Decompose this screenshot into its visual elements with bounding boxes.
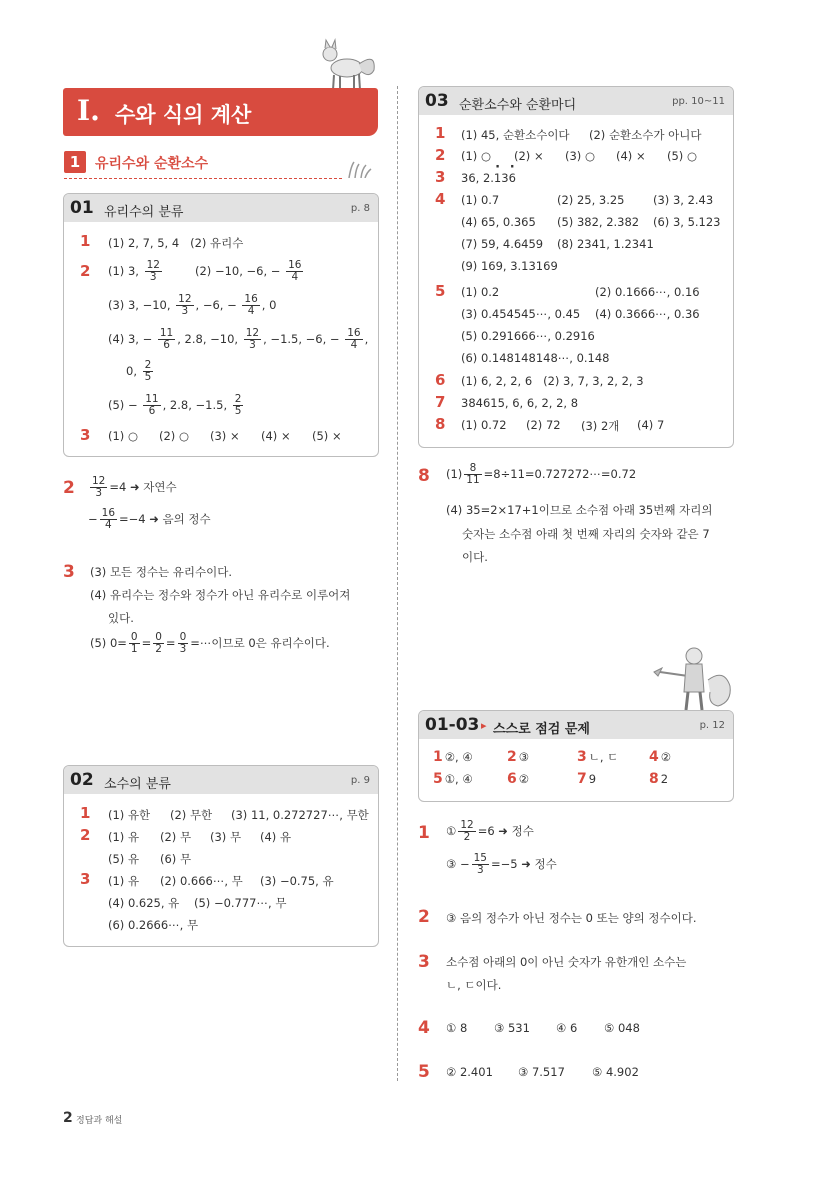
answer: (3) 무 [210,830,242,844]
text: =−5 ➜ 정수 [490,857,557,871]
check-solution-3-line-2: ㄴ, ㄷ이다. [446,978,502,992]
answer: 384615, 6, 6, 2, 2, 8 [461,396,579,410]
numerator: 12 [245,327,260,339]
q3-item: (3) × [210,429,240,443]
q2-number: 2 [80,262,91,280]
denominator: 3 [149,271,157,283]
q1-answer: (1) 2, 7, 5, 4 (2) 유리수 [108,236,244,250]
fraction [178,632,189,655]
answer: (1) 6, 2, 2, 6 (2) 3, 7, 3, 2, 2, 3 [461,374,644,388]
box-03-title: 순환소수와 순환마디 [459,98,577,113]
repeat-digit: · 6 [509,171,516,185]
solution-2-minus: − [88,512,98,526]
box-02-number: 02 [70,770,94,790]
q1-number: 1 [80,232,91,250]
fox-illustration [312,38,382,94]
answer: (2) × [514,149,544,163]
answer: (7) 59, 4.6459 [461,237,544,251]
section-divider [64,178,342,179]
numerator: 11 [145,393,159,405]
denominator: 4 [247,305,255,317]
fraction [458,820,475,843]
check-solution-2-line: ③ 음의 정수가 아닌 정수는 0 또는 양의 정수이다. [446,911,697,925]
check-solution-3-line-1: 소수점 아래의 0이 아닌 숫자가 유한개인 소수는 [446,955,687,969]
q8-number: 8 [435,415,446,433]
box-01-title: 유리수의 분류 [104,205,184,220]
q2-4b-text: 0, [126,364,137,378]
solution-2-text-2: =−4 ➜ 음의 정수 [119,512,211,526]
answer: (4) 65, 0.365 [461,215,536,229]
text: ③ − [446,857,470,871]
numerator: 16 [288,259,302,271]
q2-3-post: , 0 [261,298,277,312]
answer: ⑤ 4.902 [592,1065,639,1079]
answer: (1) 45, 순환소수이다 [461,128,570,142]
q6-number: 6 [435,371,446,389]
denominator: 1 [130,643,138,655]
check-solution-1-number: 1 [418,823,430,843]
q3-item: (2) ○ [159,429,189,443]
denominator: 5 [144,371,152,383]
fraction [464,463,481,486]
box-02-page: p. 9 [350,775,370,786]
numerator: 2 [144,359,152,371]
check-item-answer: 9 [588,772,597,786]
fraction [129,632,140,655]
numerator: 11 [159,327,174,339]
q1-number: 1 [80,804,91,822]
fraction [242,294,259,317]
q3-answer [461,171,516,185]
solution-8-number: 8 [418,466,430,486]
q1-number: 1 [435,124,446,142]
q2-answer-4b [126,360,155,383]
denominator: 4 [350,339,358,351]
q2-4-post: , [364,332,369,346]
box-02 [63,765,379,947]
fraction [286,260,303,283]
check-solution-1-line-1 [446,820,534,843]
answer: (4) × [616,149,646,163]
answer: (5) ○ [667,149,697,163]
q2-3-text: (3) 3, −10, [108,298,171,312]
check-item [433,749,473,765]
answer: (1) 0.2 [461,285,500,299]
numerator: 0 [155,631,162,643]
answer: (3) 0.454545⋯, 0.45 [461,307,581,321]
denominator: 4 [104,519,112,531]
denominator: 6 [163,339,170,351]
repeat-digit: · 1 [494,171,501,185]
numerator: 0 [130,631,138,643]
numerator: 15 [473,852,487,864]
box-01-number: 01 [70,198,94,218]
answer: (6) 0.2666⋯, 무 [108,918,199,932]
denominator: 3 [179,643,187,655]
answer: (2) 무 [160,830,192,844]
chapter-roman: Ⅰ. [77,94,100,127]
arrow-icon: ▸ [481,719,487,732]
solution-3-line-4 [90,632,330,655]
check-item-number: 7 [577,771,587,787]
check-solution-2-number: 2 [418,907,430,927]
fraction [143,394,160,417]
check-item-number: 6 [507,771,517,787]
box-02-title: 소수의 분류 [104,777,171,792]
answer: ④ 6 [556,1021,578,1035]
section-title: 유리수와 순환소수 [95,156,209,172]
q3-item: (5) × [312,429,342,443]
solution-3-line-2: (4) 유리수는 정수와 정수가 아닌 유리수로 이루어져 [90,588,351,602]
answer: ⑤ 048 [604,1021,640,1035]
check-item-number: 8 [649,771,659,787]
check-item [507,749,529,765]
q2-answer-5 [108,394,245,417]
answer: (3) 11, 0.272727⋯, 무한 [231,808,369,822]
check-solution-3-number: 3 [418,952,430,972]
chapter-banner [63,88,378,136]
equals: = [165,636,176,650]
q2-answer-2 [195,260,305,283]
answer: ③ 531 [494,1021,530,1035]
check-item-number: 2 [507,749,517,765]
solution-3-line-3: 있다. [108,611,134,625]
answer: (5) 유 [108,852,140,866]
q3-number: 3 [435,168,446,186]
check-item [577,749,618,765]
text: (1) [446,467,463,481]
check-item-answer: ② [660,750,672,764]
q2-4-mid2: , −1.5, −6, − [263,332,340,346]
self-check-box [418,710,734,802]
denominator: 3 [249,339,256,351]
numerator: 12 [460,819,474,831]
q2-3-mid: , −6, − [195,298,237,312]
denominator: 3 [476,864,484,876]
solution-8-line-1 [446,463,636,486]
text: ① [446,824,457,838]
answer: (3) 3, 2.43 [653,193,714,207]
q3-item: (4) × [261,429,291,443]
check-solution-5-number: 5 [418,1062,430,1082]
fraction [244,328,261,351]
fraction [153,632,164,655]
numerator: 8 [464,463,481,475]
check-item-answer: 2 [660,772,669,786]
answer: (9) 169, 3.13169 [461,259,558,273]
fraction [100,508,117,531]
solution-2-text-1: =4 ➜ 자연수 [109,480,177,494]
q2-answer-3 [108,294,276,317]
self-check-title: 스스로 점검 문제 [493,722,590,737]
answer: (2) 순환소수가 아니다 [589,128,702,142]
solution-2-line-1 [88,476,177,499]
check-item-answer: ㄴ, ㄷ [588,750,619,764]
fraction [472,853,489,876]
answer: (1) 유 [108,874,140,888]
answer: (1) ○ [461,149,491,163]
fraction [145,260,162,283]
answer: (5) 0.291666⋯, 0.2916 [461,329,595,343]
check-solution-1-line-2 [446,853,557,876]
answer: (2) 72 [526,418,561,432]
answer: (6) 0.148148148⋯, 0.148 [461,351,610,365]
solution-2-number: 2 [63,478,75,498]
section-number [64,151,86,173]
denominator: 4 [291,271,299,283]
check-item-number: 1 [433,749,443,765]
answer: (4) 7 [637,418,665,432]
chapter-title: 수와 식의 계산 [115,103,252,127]
check-item [507,771,529,787]
q2-1-text: (1) 3, [108,264,139,278]
check-solution-4-number: 4 [418,1018,430,1038]
q2-answer-4 [108,328,368,351]
solution-3-pre: (5) 0= [90,636,127,650]
fraction [90,476,107,499]
answer: (2) 0.666⋯, 무 [160,874,243,888]
answer: (4) 0.625, 유 [108,896,180,910]
denominator: 3 [95,487,103,499]
numerator: 2 [234,393,242,405]
solution-3-line-1: (3) 모든 정수는 유리수이다. [90,565,233,579]
numerator: 16 [244,293,258,305]
answer: (1) 0.7 [461,193,500,207]
text: =8÷11=0.727272⋯=0.72 [483,467,637,481]
solution-8-line-2: (4) 35=2×17+1이므로 소수점 아래 35번째 자리의 [446,503,713,517]
numerator: 12 [178,293,192,305]
fraction [176,294,193,317]
grass-icon [345,160,373,178]
answer: (6) 무 [160,852,192,866]
answer: (2) 25, 3.25 [557,193,625,207]
check-item-answer: ①, ④ [444,772,473,786]
numerator: 12 [146,259,160,271]
q4-number: 4 [435,190,446,208]
q2-number: 2 [80,826,91,844]
answer: ② 2.401 [446,1065,493,1079]
denominator: 2 [463,831,471,843]
answer: (1) 유 [108,830,140,844]
answer: ③ 7.517 [518,1065,565,1079]
solution-2-line-2 [88,508,211,531]
character-illustration [648,640,738,712]
fraction [233,394,244,417]
q5-number: 5 [435,282,446,300]
solution-8-line-4: 이다. [462,550,488,564]
answer: (3) 2개 [581,419,620,433]
answer: ① 8 [446,1021,468,1035]
check-item [649,749,671,765]
check-item-number: 5 [433,771,443,787]
answer: (1) 유한 [108,808,151,822]
answer: (3) ○ [565,149,595,163]
box-03-page: pp. 10~11 [672,96,725,107]
q3-number: 3 [80,426,91,444]
denominator: 11 [466,474,480,486]
self-check-number: 01-03 [425,715,480,735]
check-item [433,771,473,787]
numerator: 12 [92,475,106,487]
q2-5-text: (5) − [108,398,138,412]
q2-number: 2 [435,146,446,164]
text: 3 [501,171,509,185]
answer: (1) 0.72 [461,418,507,432]
check-item-answer: ② [518,772,530,786]
q3-number: 3 [80,870,91,888]
footer-page-number: 2 [63,1110,73,1126]
q2-5-mid: , 2.8, −1.5, [162,398,228,412]
answer: (8) 2341, 1.2341 [557,237,654,251]
answer: (5) −0.777⋯, 무 [194,896,287,910]
answer: (6) 3, 5.123 [653,215,721,229]
q2-answer-1 [108,260,164,283]
self-check-page: p. 12 [699,720,725,731]
box-01-page: p. 8 [350,203,370,214]
denominator: 3 [181,305,189,317]
box-03 [418,86,734,448]
text: =6 ➜ 정수 [477,824,534,838]
solution-3-post: =⋯이므로 0은 유리수이다. [190,636,330,650]
check-item [577,771,596,787]
check-item-answer: ③ [518,750,530,764]
answer: (2) 무한 [170,808,213,822]
check-item-number: 4 [649,749,659,765]
fraction [158,328,175,351]
text: 36, 2. [461,171,494,185]
solution-3-number: 3 [63,562,75,582]
answer: (4) 0.3666⋯, 0.36 [595,307,700,321]
box-03-number: 03 [425,91,449,111]
denominator: 2 [155,643,162,655]
answer: (4) 유 [260,830,292,844]
q2-4-text: (4) 3, − [108,332,153,346]
fraction [345,328,362,351]
check-item [649,771,668,787]
q2-2-text: (2) −10, −6, − [195,264,281,278]
numerator: 16 [101,507,116,519]
answer: (2) 0.1666⋯, 0.16 [595,285,700,299]
footer-label: 정답과 해설 [76,1116,123,1126]
column-divider [397,86,398,1081]
equals: = [141,636,152,650]
q2-4-mid1: , 2.8, −10, [177,332,239,346]
numerator: 16 [347,327,361,339]
box-01 [63,193,379,457]
denominator: 6 [148,405,156,417]
q7-number: 7 [435,393,446,411]
numerator: 0 [179,631,187,643]
section-number-text: 1 [69,153,81,171]
answer: (5) 382, 2.382 [557,215,640,229]
check-item-number: 3 [577,749,587,765]
denominator: 5 [234,405,242,417]
q3-item: (1) ○ [108,429,138,443]
answer: (3) −0.75, 유 [260,874,334,888]
solution-8-line-3: 숫자는 소수점 아래 첫 번째 자리의 숫자와 같은 7 [462,527,710,541]
fraction [143,360,154,383]
check-item-answer: ②, ④ [444,750,473,764]
